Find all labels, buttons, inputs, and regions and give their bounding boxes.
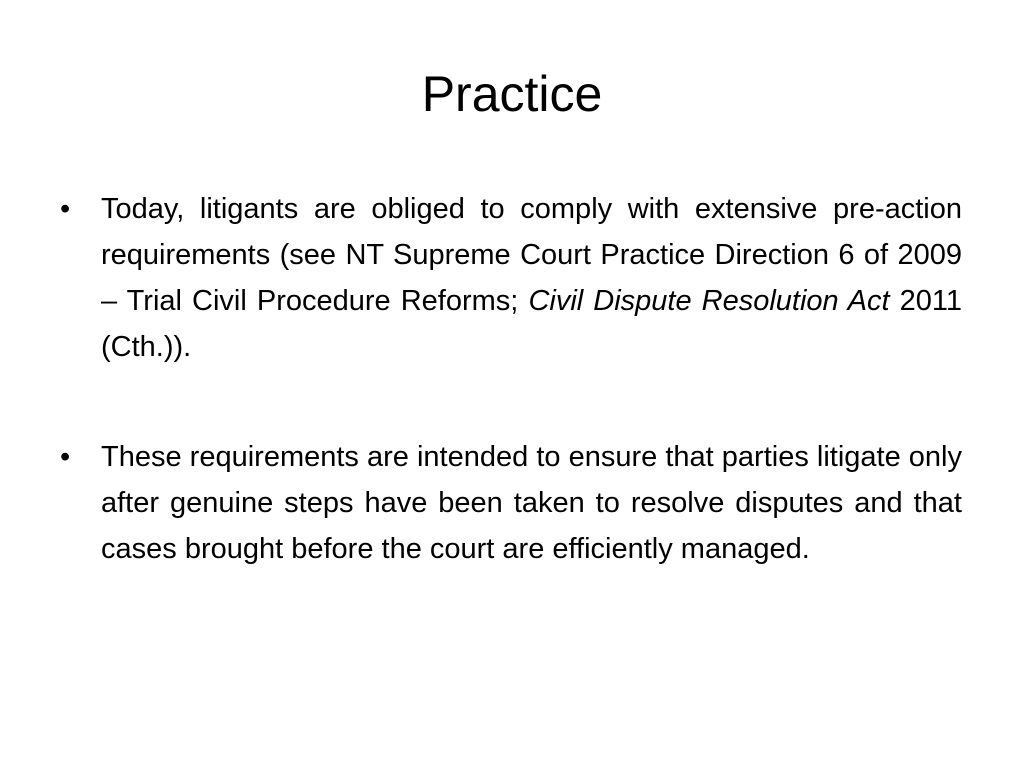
slide-title: Practice	[421, 66, 603, 122]
bullet-item-2	[60, 434, 962, 572]
bullet-list	[60, 186, 962, 636]
bullet-2-text: These requirements are intended to ensure that parties litigate only after genuine steps have been taken to resolve disputes and that cases brought before the court are efficiently managed.	[101, 441, 962, 565]
bullet-icon: •	[60, 193, 71, 225]
bullet-item-1	[60, 186, 962, 370]
bullet-1-text: Today, litigants are obliged to comply with extensive pre-action requirements (see NT Supreme Court Practice Direction 6 of 2009 – Trial Civil Procedure Reforms;	[101, 193, 962, 317]
bullet-icon: •	[60, 441, 71, 473]
bullet-1-text-end: 2011 (Cth.)).	[101, 285, 963, 363]
bullet-1-act-title: Civil Dispute Resolution Act	[528, 285, 890, 317]
